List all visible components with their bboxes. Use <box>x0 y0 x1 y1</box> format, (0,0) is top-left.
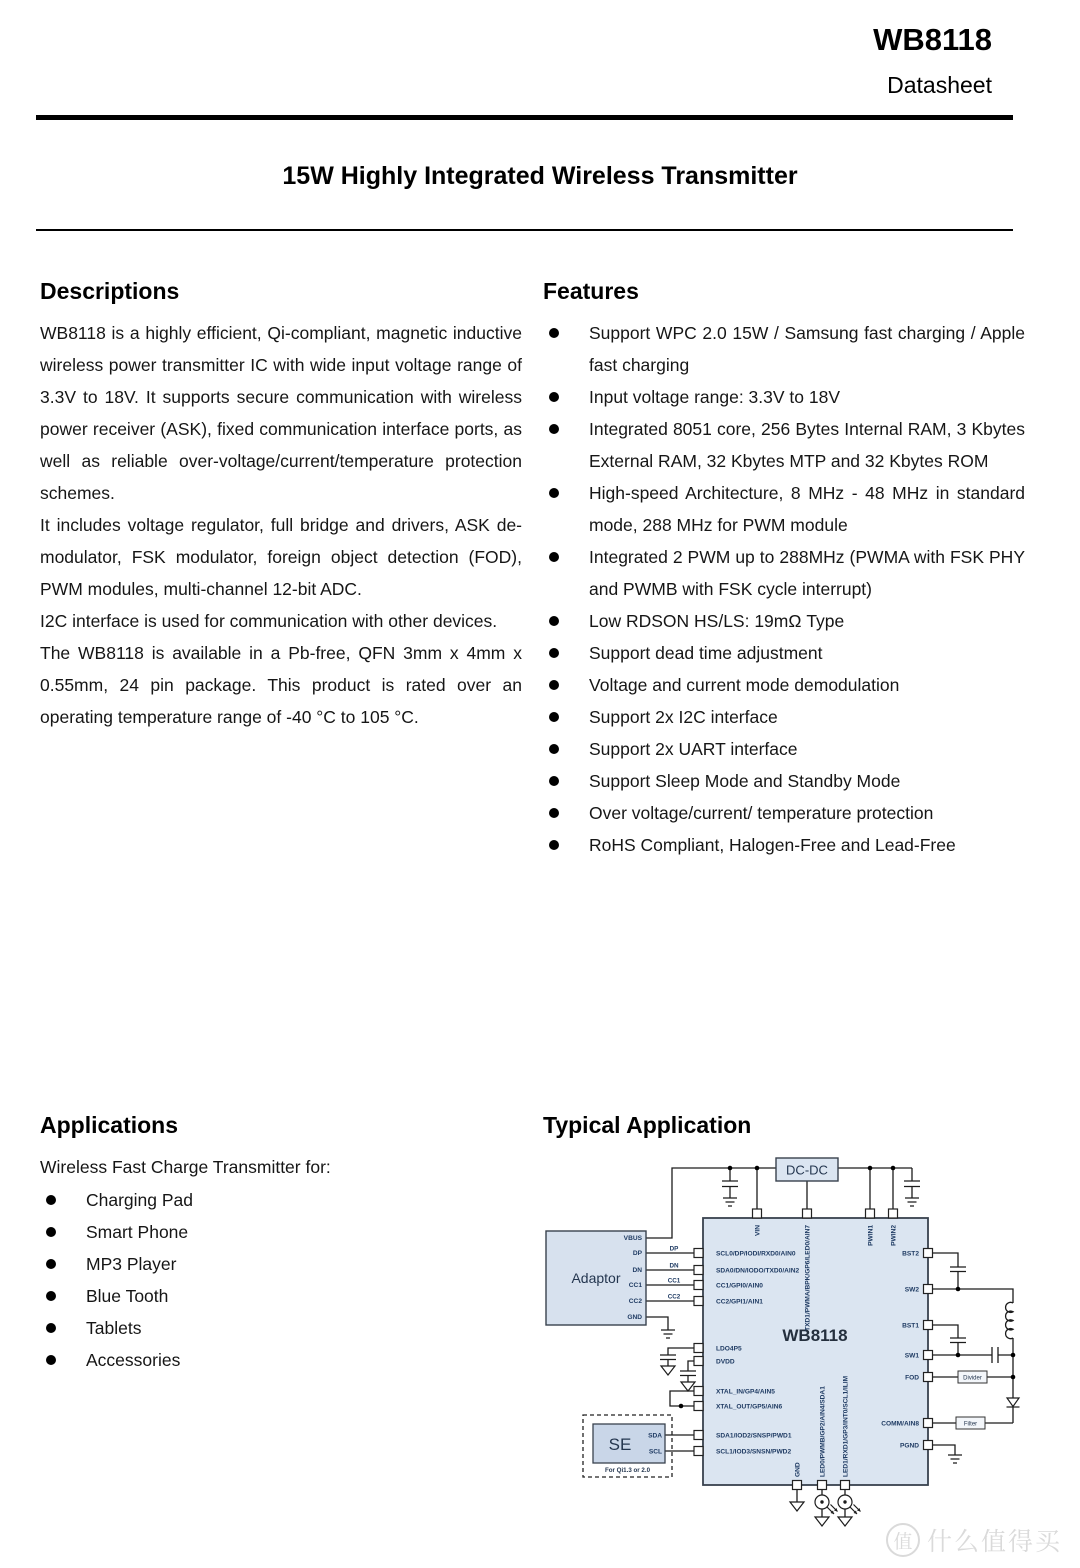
header-rule <box>36 115 1013 120</box>
svg-text:SW1: SW1 <box>904 1352 919 1360</box>
watermark <box>886 1522 1062 1558</box>
svg-text:CC1: CC1 <box>667 1277 681 1285</box>
title-rule <box>36 229 1013 231</box>
descriptions-section <box>40 278 522 733</box>
svg-text:LDO4P5: LDO4P5 <box>716 1345 742 1353</box>
application-item: Accessories <box>40 1344 522 1376</box>
svg-text:VBUS: VBUS <box>623 1235 642 1243</box>
watermark-text: 什么值得买 <box>926 1528 1062 1556</box>
document-type: Datasheet <box>887 72 992 98</box>
svg-text:DN: DN <box>669 1262 679 1270</box>
se-label: SE <box>608 1435 632 1454</box>
applications-heading: Applications <box>40 1112 179 1138</box>
page-title: 15W Highly Integrated Wireless Transmitter <box>282 162 798 190</box>
descriptions-heading: Descriptions <box>40 278 180 304</box>
svg-text:LED0/PWMB/GP2/AIN4/SDA1: LED0/PWMB/GP2/AIN4/SDA1 <box>819 1386 827 1477</box>
application-item: Tablets <box>40 1312 522 1344</box>
feature-item: Input voltage range: 3.3V to 18V <box>543 381 1025 413</box>
adaptor-label: Adaptor <box>571 1270 621 1286</box>
typical-application-section <box>543 1112 1080 1151</box>
applications-list <box>40 1184 522 1376</box>
svg-text:SDA: SDA <box>648 1432 662 1440</box>
svg-text:XTAL_IN/GP4/AIN5: XTAL_IN/GP4/AIN5 <box>716 1388 775 1396</box>
typical-application-heading: Typical Application <box>543 1112 752 1138</box>
svg-text:PGND: PGND <box>899 1442 919 1450</box>
svg-text:LED1/RXD1/GP3/INT0/SCL1/ILIM: LED1/RXD1/GP3/INT0/SCL1/ILIM <box>842 1375 850 1477</box>
dcdc-label: DC-DC <box>786 1162 828 1178</box>
application-item: Smart Phone <box>40 1216 522 1248</box>
svg-text:VIN: VIN <box>754 1225 762 1236</box>
svg-text:BST2: BST2 <box>902 1250 919 1258</box>
se-note: For Qi1.3 or 2.0 <box>604 1467 651 1474</box>
svg-text:SDA1/IOD2/SNSP/PWD1: SDA1/IOD2/SNSP/PWD1 <box>716 1432 792 1440</box>
watermark-logo-icon: 值 <box>886 1523 920 1557</box>
wire-labels <box>668 1246 681 1301</box>
part-number: WB8118 <box>873 22 992 57</box>
chip-name: WB8118 <box>782 1326 848 1345</box>
svg-text:FOD: FOD <box>905 1374 919 1382</box>
feature-item: Support 2x UART interface <box>543 733 1025 765</box>
svg-text:DP: DP <box>632 1250 642 1258</box>
description-paragraph: I2C interface is used for communication with other devices. <box>40 611 498 631</box>
features-list <box>543 317 1025 861</box>
svg-text:GND: GND <box>627 1314 642 1322</box>
applications-intro: Wireless Fast Charge Transmitter for: <box>40 1157 331 1177</box>
feature-item: Support dead time adjustment <box>543 637 1025 669</box>
svg-text:COMM/AIN8: COMM/AIN8 <box>881 1420 919 1428</box>
feature-item: Over voltage/current/ temperature protection <box>543 797 1025 829</box>
feature-item: Low RDSON HS/LS: 19mΩ Type <box>543 605 1025 637</box>
svg-text:DVDD: DVDD <box>716 1358 735 1366</box>
svg-text:DN: DN <box>632 1267 642 1275</box>
svg-text:PWIN2: PWIN2 <box>890 1225 898 1246</box>
feature-item: Integrated 8051 core, 256 Bytes Internal RAM, 3 Kbytes External RAM, 32 Kbytes MTP and 32 Kbytes ROM <box>543 413 1025 477</box>
application-item: Charging Pad <box>40 1184 522 1216</box>
feature-item: High-speed Architecture, 8 MHz - 48 MHz in standard mode, 288 MHz for PWM module <box>543 477 1025 541</box>
feature-item: Support 2x I2C interface <box>543 701 1025 733</box>
feature-item: Support WPC 2.0 15W / Samsung fast charging / Apple fast charging <box>543 317 1025 381</box>
svg-text:SCL: SCL <box>648 1448 662 1456</box>
svg-text:CC2: CC2 <box>667 1293 681 1301</box>
page-header <box>873 22 992 99</box>
typical-application-diagram <box>543 1150 1080 1568</box>
svg-text:PWIN1: PWIN1 <box>867 1225 875 1246</box>
svg-text:TXD1/PWMA/BPK/GP6/LED0/AIN7: TXD1/PWMA/BPK/GP6/LED0/AIN7 <box>804 1225 812 1331</box>
description-paragraph: It includes voltage regulator, full bridge and drivers, ASK de-modulator, FSK modulator, foreign object detection (FOD), PWM modules, multi-channel 12-bit ADC. <box>40 515 522 599</box>
svg-text:BST1: BST1 <box>902 1322 919 1330</box>
description-paragraph: WB8118 is a highly efficient, Qi-compliant, magnetic inductive wireless power transmitter IC with wide input voltage range of 3.3V to 18V. It supports secure communication with wireless power receiver (ASK), fixed communication interface ports, as well as reliable over-voltage/current/temperature protection schemes. <box>40 323 522 503</box>
svg-text:SCL0/DP/IODI/RXD0/AIN0: SCL0/DP/IODI/RXD0/AIN0 <box>716 1250 796 1258</box>
divider-label: Divider <box>963 1375 982 1382</box>
application-item: Blue Tooth <box>40 1280 522 1312</box>
svg-text:SCL1/IOD3/SNSN/PWD2: SCL1/IOD3/SNSN/PWD2 <box>716 1448 792 1456</box>
svg-text:CC2/GPI1/AIN1: CC2/GPI1/AIN1 <box>716 1298 763 1306</box>
description-paragraph: The WB8118 is available in a Pb-free, QFN 3mm x 4mm x 0.55mm, 24 pin package. This product is rated over an operating temperature range of -40 °C to 105 °C. <box>40 643 522 727</box>
filter-label: Filter <box>963 1421 978 1428</box>
svg-text:SDA0/DN/IODO/TXD0/AIN2: SDA0/DN/IODO/TXD0/AIN2 <box>716 1267 800 1275</box>
svg-text:GND: GND <box>794 1462 802 1477</box>
svg-text:CC2: CC2 <box>628 1298 642 1306</box>
feature-item: RoHS Compliant, Halogen-Free and Lead-Free <box>543 829 1025 861</box>
application-item: MP3 Player <box>40 1248 522 1280</box>
feature-item: Voltage and current mode demodulation <box>543 669 1025 701</box>
svg-text:CC1: CC1 <box>628 1282 642 1290</box>
feature-item: Integrated 2 PWM up to 288MHz (PWMA with FSK PHY and PWMB with FSK cycle interrupt) <box>543 541 1025 605</box>
svg-text:CC1/GPI0/AIN0: CC1/GPI0/AIN0 <box>716 1282 763 1290</box>
features-heading: Features <box>543 278 639 304</box>
features-section <box>543 278 1025 861</box>
diode-symbol <box>1007 1398 1020 1407</box>
applications-section <box>40 1112 522 1376</box>
svg-text:DP: DP <box>669 1245 679 1253</box>
feature-item: Support Sleep Mode and Standby Mode <box>543 765 1025 797</box>
svg-text:XTAL_OUT/GP5/AIN6: XTAL_OUT/GP5/AIN6 <box>716 1403 783 1411</box>
svg-text:SW2: SW2 <box>904 1286 919 1294</box>
coil-symbol <box>1006 1302 1013 1338</box>
